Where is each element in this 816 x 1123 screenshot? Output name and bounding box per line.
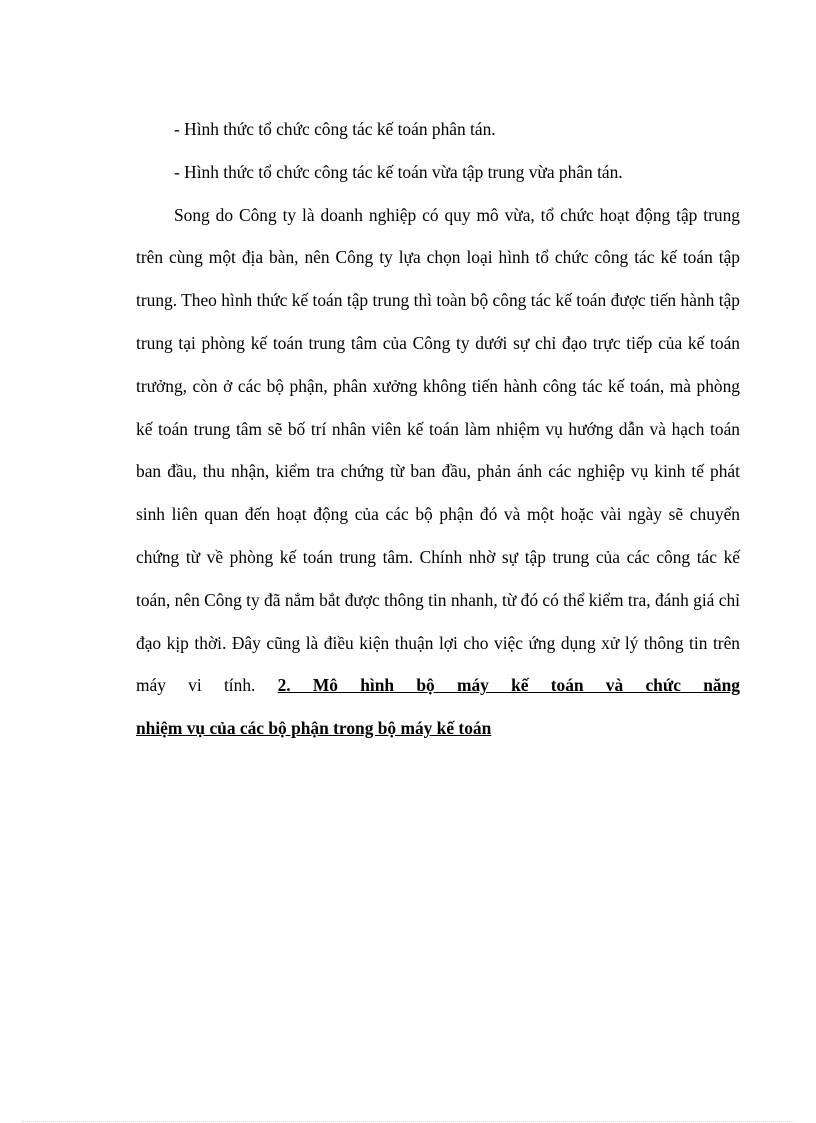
section-heading-line2: nhiệm vụ của các bộ phận trong bộ máy kế toán xyxy=(136,718,492,739)
section-heading-continuation xyxy=(136,707,740,750)
body-paragraph-text: Song do Công ty là doanh nghiệp có quy mô vừa, tổ chức hoạt động tập trung trên cùng một địa bàn, nên Công ty lựa chọn loại hình tổ chức công tác kế toán tập trung. Theo hình thức kế toán tập trung thì toàn bộ công tác kế toán được tiến hành tập trung tại phòng kế toán trung tâm của Công ty dưới sự chỉ đạo trực tiếp của kế toán trưởng, còn ở các bộ phận, phân xưởng không tiến hành công tác kế toán, mà phòng kế toán trung tâm sẽ bố trí nhân viên kế toán làm nhiệm vụ hướng dẫn và hạch toán ban đầu, thu nhận, kiểm tra chứng từ ban đầu, phản ánh các nghiệp vụ kinh tế phát sinh liên quan đến hoạt động của các bộ phận đó và một hoặc vài ngày sẽ chuyển chứng từ về phòng kế toán trung tâm. Chính nhờ sự tập trung của các công tác kế toán, nên Công ty đã nắm bắt được thông tin nhanh, từ đó có thể kiểm tra, đánh giá chỉ đạo kịp thời. Đây cũng là điều kiện thuận lợi cho việc ứng dụng xử lý thông tin trên máy vi tính. xyxy=(136,204,740,696)
page-bottom-divider xyxy=(22,1121,794,1122)
section-heading-line1: 2. Mô hình bộ máy kế toán và chức năng xyxy=(277,675,740,696)
bullet-item-mixed: - Hình thức tổ chức công tác kế toán vừa tập trung vừa phân tán. xyxy=(174,161,623,182)
bullet-item-dispersed: - Hình thức tổ chức công tác kế toán phân tán. xyxy=(174,119,496,139)
body-paragraph xyxy=(136,194,740,708)
text-block xyxy=(136,108,740,750)
